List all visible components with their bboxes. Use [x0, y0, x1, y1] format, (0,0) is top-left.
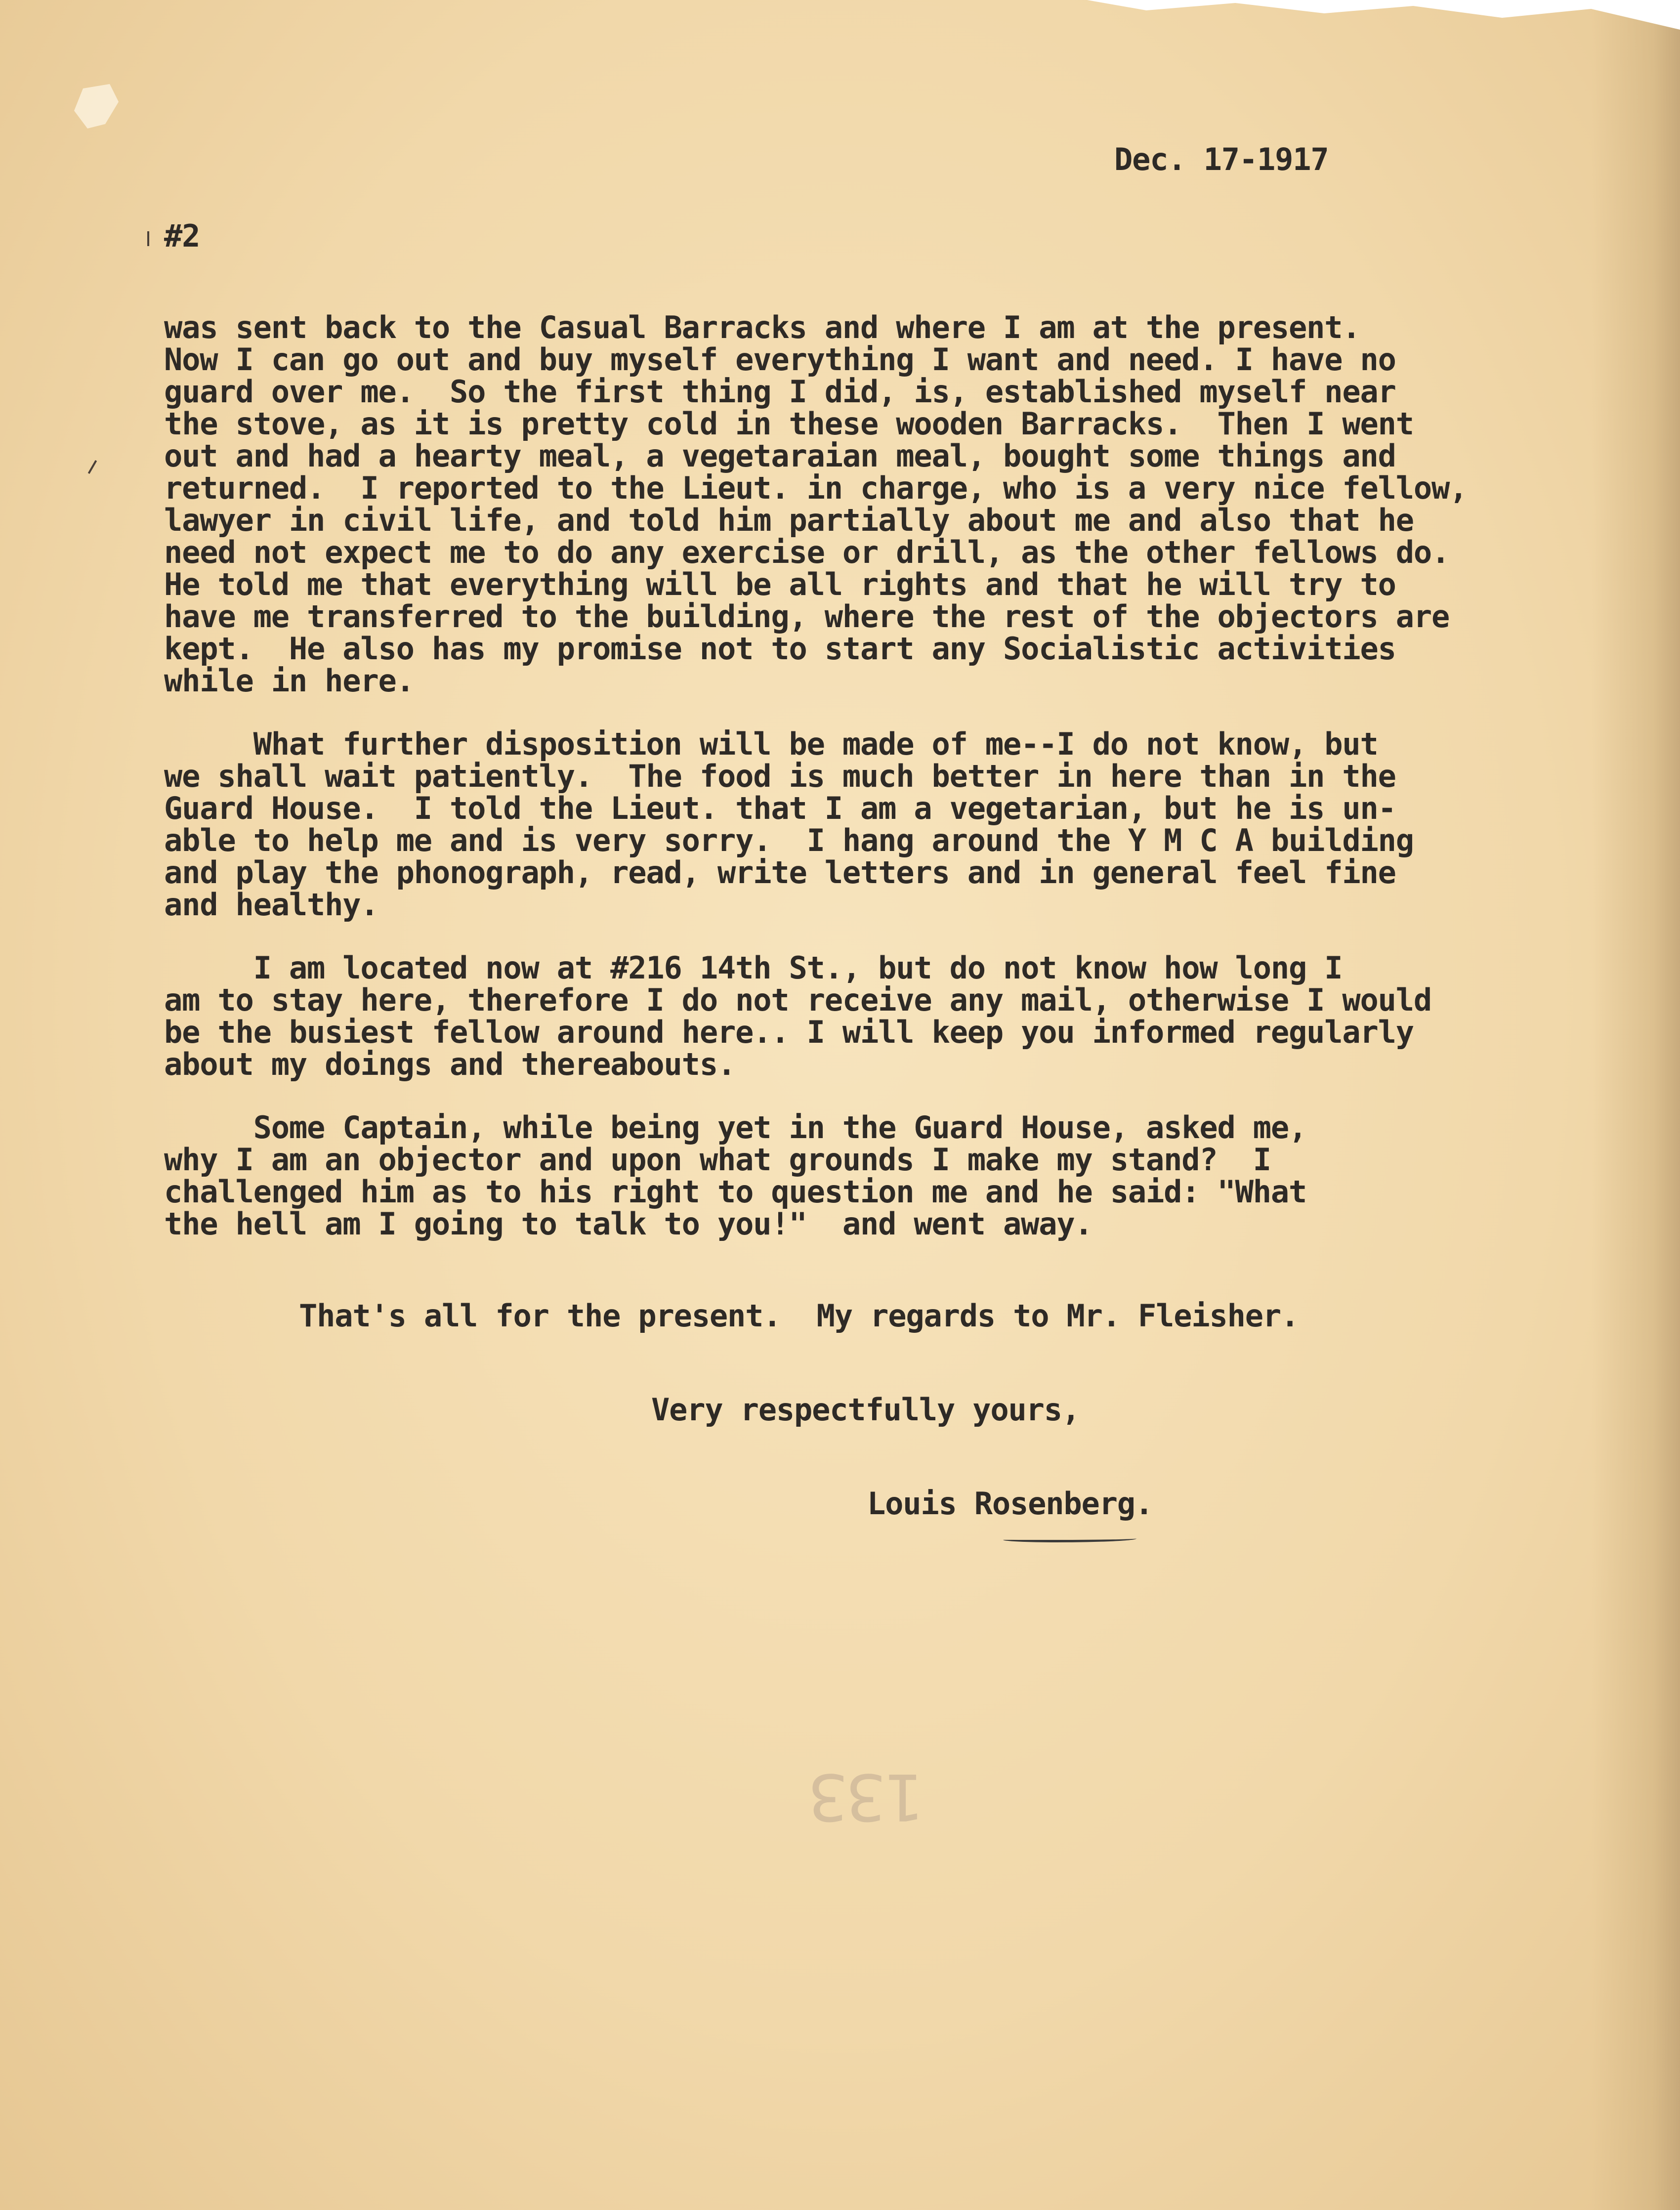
- signature-underline: [1003, 1536, 1136, 1542]
- paragraph-1: was sent back to the Casual Barracks and where I am at the present. Now I can go out and buy myself everything I want and need. I have no guard over me. So the first thing I did, is, established myself near the stove, as it is pretty cold in these wooden Barracks. Then I went out and had a hearty meal, a vegetaraian meal, bought some things and returned. I reported to the Lieut. in charge, who is a very nice fellow, lawyer in civil life, and told him partially about me and also that he need not expect me to do any exercise or drill, as the other fellows do. He told me that everything will be all rights and that he will try to have me transferred to the building, where the rest of the objectors are kept. He also has my promise not to start any Socialistic activities while in here.: [164, 309, 1468, 699]
- paper-edge-shadow: [1591, 0, 1680, 2210]
- archive-number: 133: [810, 1759, 924, 1834]
- margin-mark: [147, 231, 149, 246]
- signature: Louis Rosenberg.: [867, 1486, 1153, 1522]
- letter-date: Dec. 17-1917: [1114, 141, 1329, 177]
- margin-mark: [88, 460, 97, 474]
- closing-line: That's all for the present. My regards to Mr. Fleisher.: [299, 1298, 1299, 1334]
- paper-tear-left: [74, 84, 119, 128]
- paragraph-4: Some Captain, while being yet in the Guard House, asked me, why I am an objector and upon what grounds I make my stand? I challenged him as to his right to question me and he said: "What the hell am I going to talk to you!" and went away.: [164, 1109, 1307, 1242]
- letter-body: [164, 311, 1467, 1271]
- page-number: #2: [164, 218, 200, 254]
- paragraph-2: What further disposition will be made of me--I do not know, but we shall wait patiently. The food is much better in here than in the Guard House. I told the Lieut. that I am a vegetarian, but he is un- able to help me and is very sorry. I hang around the Y M C A building and play the phonograph, read, write letters and in general feel fine and healthy.: [164, 726, 1414, 923]
- paragraph-3: I am located now at #216 14th St., but do not know how long I am to stay here, therefore I do not receive any mail, otherwise I would be the busiest fellow around here.. I will keep you informed regularly about my doings and thereabouts.: [164, 950, 1432, 1082]
- valediction: Very respectfully yours,: [651, 1392, 1080, 1428]
